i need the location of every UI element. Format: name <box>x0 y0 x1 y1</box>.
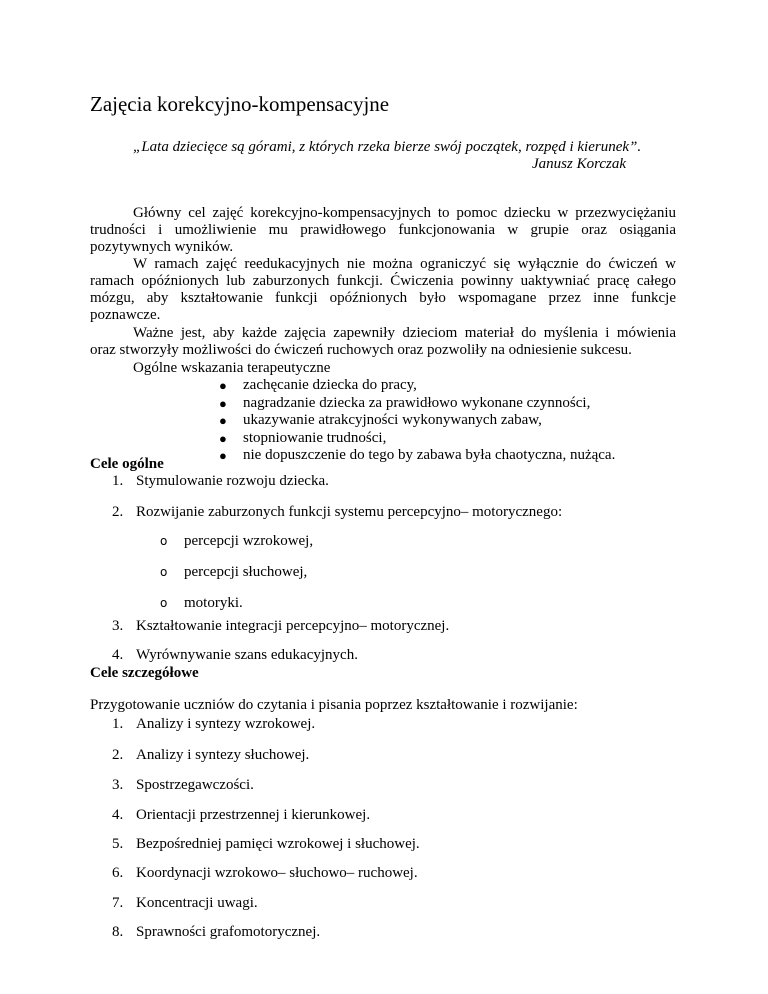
motto-author: Janusz Korczak <box>532 156 627 172</box>
paragraph-line: pozytywnych wyników. <box>90 239 234 255</box>
list-item: ● zachęcanie dziecka do pracy, <box>219 377 417 393</box>
list-item: 3. Kształtowanie integracji percepcyjno– motorycznej. <box>112 618 450 634</box>
sub-list-item: o motoryki. <box>160 595 243 611</box>
paragraph-line: W ramach zajęć reedukacyjnych nie można ograniczyć się wyłącznie do ćwiczeń w <box>133 256 676 272</box>
list-item: 3. Spostrzegawczości. <box>112 777 254 793</box>
paragraph-reeducation <box>90 256 676 324</box>
list-item: ● stopniowanie trudności, <box>219 429 387 446</box>
circle-bullet-icon: o <box>160 534 168 548</box>
list-item: 7. Koncentracji uwagi. <box>112 895 258 911</box>
list-item: ● ukazywanie atrakcyjności wykonywanych zabaw, <box>219 412 542 428</box>
specific-goals-heading: Cele szczegółowe <box>90 665 199 681</box>
bullet-dot-icon: ● <box>219 378 227 393</box>
therapy-heading: Ogólne wskazania terapeutyczne <box>133 360 331 376</box>
list-item: 8. Sprawności grafomotorycznej. <box>112 924 321 940</box>
list-item: 4. Wyrównywanie szans edukacyjnych. <box>112 647 358 663</box>
list-item: 1. Analizy i syntezy wzrokowej. <box>112 716 316 732</box>
bullet-dot-icon: ● <box>219 413 227 428</box>
list-item: 6. Koordynacji wzrokowo– słuchowo– ruchowej. <box>112 865 418 881</box>
list-item: 2. Analizy i syntezy słuchowej. <box>112 747 310 763</box>
document-title: Zajęcia korekcyjno-kompensacyjne <box>90 92 390 116</box>
motto-quote: „Lata dziecięce są górami, z których rzeka bierze swój początek, rozpęd i kierunek”. <box>133 139 642 155</box>
paragraph-line: ramach opóźnionych lub zaburzonych funkcji. Ćwiczenia powinny uaktywniać pracę całego <box>90 273 676 289</box>
circle-bullet-icon: o <box>160 565 168 579</box>
list-item: ● nie dopuszczenie do tego by zabawa była chaotyczna, nużąca. <box>219 447 616 463</box>
paragraph-importance <box>90 325 676 359</box>
bullet-dot-icon: ● <box>219 395 227 411</box>
list-item: ● nagradzanie dziecka za prawidłowo wykonane czynności, <box>219 394 591 411</box>
circle-bullet-icon: o <box>160 596 168 610</box>
paragraph-line: trudności i umożliwienie mu prawidłowego funkcjonowania w grupie oraz osiągania <box>90 222 676 238</box>
paragraph-line: mózgu, aby kształtowanie funkcji opóźnionych było wspomagane przez inne funkcje <box>90 290 676 306</box>
list-item: 4. Orientacji przestrzennej i kierunkowej. <box>112 807 371 823</box>
bullet-dot-icon: ● <box>219 448 227 463</box>
paragraph-line: oraz stworzyły możliwości do ćwiczeń ruchowych oraz pozwoliły na odniesienie sukcesu. <box>90 342 632 358</box>
sub-list-item: o percepcji wzrokowej, <box>160 533 314 549</box>
paragraph-main-goal <box>90 205 676 256</box>
specific-goals-intro: Przygotowanie uczniów do czytania i pisania poprzez kształtowanie i rozwijanie: <box>90 697 578 713</box>
bullet-dot-icon: ● <box>219 430 227 446</box>
general-goals-heading: Cele ogólne <box>90 456 164 472</box>
therapy-list <box>219 377 615 465</box>
paragraph-line: Ważne jest, aby każde zajęcia zapewniły dzieciom materiał do myślenia i mówienia <box>133 325 676 341</box>
list-item: 5. Bezpośredniej pamięci wzrokowej i słuchowej. <box>112 836 420 852</box>
list-item: 2. Rozwijanie zaburzonych funkcji systemu percepcyjno– motorycznego: <box>112 504 563 520</box>
paragraph-line: poznawcze. <box>90 307 161 323</box>
list-item: 1. Stymulowanie rozwoju dziecka. <box>112 473 329 489</box>
sub-list-item: o percepcji słuchowej, <box>160 564 308 580</box>
paragraph-line: Główny cel zajęć korekcyjno-kompensacyjnych to pomoc dziecku w przezwyciężaniu <box>133 205 676 221</box>
